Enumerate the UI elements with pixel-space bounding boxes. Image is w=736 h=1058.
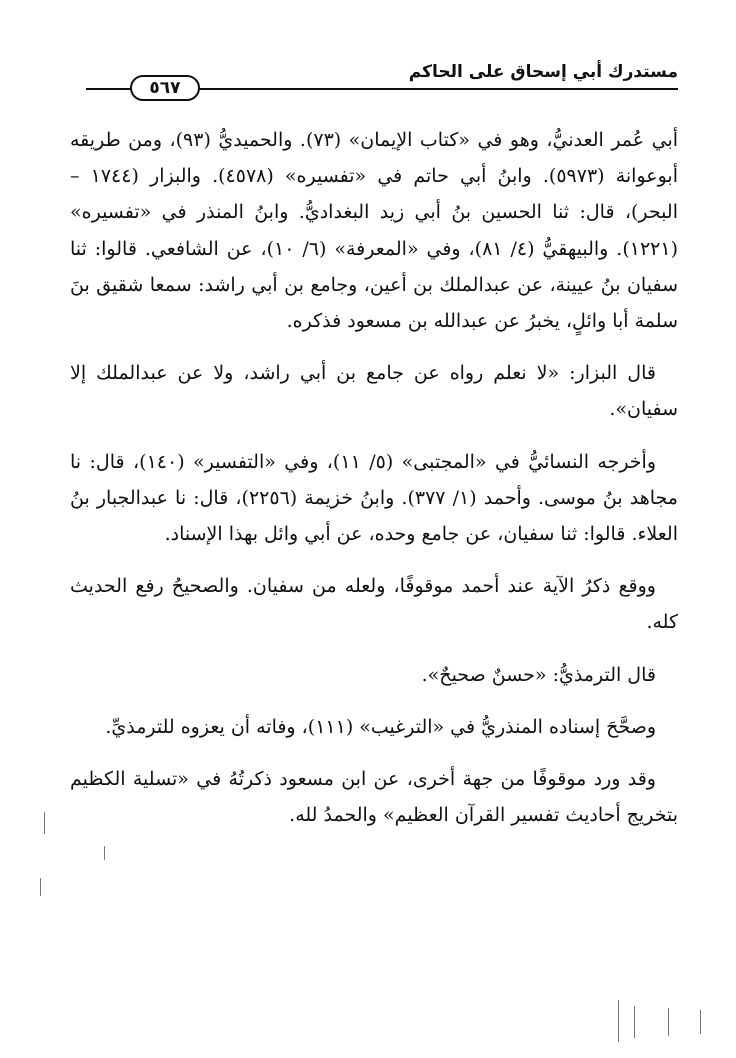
scan-margin-mark	[668, 1008, 669, 1036]
paragraph-tirmidhi: قال الترمذيُّ: «حسنٌ صحيحٌ».	[421, 663, 656, 686]
scan-margin-mark	[700, 1010, 701, 1034]
paragraph-bazzar: قال البزار: «لا نعلم رواه عن جامع بن أبي راشد، ولا عن عبدالملك إلا سفيان».	[70, 362, 678, 421]
scan-margin-mark	[104, 846, 105, 860]
scan-margin-mark	[618, 1000, 619, 1042]
scan-margin-mark	[634, 1006, 635, 1038]
paragraph-takhrij: أبي عُمر العدنيُّ، وهو في «كتاب الإيمان» (٧٣). والحميديُّ (٩٣)، ومن طريقه أبوعوانة (٥٩٧٣). وابنُ أبي حاتم في «تفسيره» (٤٥٧٨). والبزار (١٧٤٤ – البحر)، قال: ثنا الحسين بنُ أبي زيد البغداديُّ. وابنُ المنذر في «تفسيره» (١٢٢١). والبيهقيُّ (٤/ ٨١)، وفي «المعرفة» (٦/ ١٠)، عن الشافعي. قالوا: ثنا سفيان بنُ عيينة، عن عبدالملك بن أعين، وجامع بن أبي راشد: سمعا شقيق بنَ سلمة أبا وائلٍ، يخبرُ عن عبدالله بن مسعود فذكره.	[70, 129, 679, 333]
page-number: ٥٦٧	[130, 75, 200, 101]
page-header	[86, 58, 678, 104]
paragraph-tasliya: وقد ورد موقوفًا من جهة أخرى، عن ابن مسعود ذكرتُهُ في «تسلية الكظيم بتخريج أحاديث تفسير القرآن العظيم» والحمدُ لله.	[70, 768, 678, 827]
scan-margin-mark	[44, 812, 45, 834]
page-body	[70, 122, 678, 849]
book-title: مستدرك أبي إسحاق على الحاكم	[408, 62, 678, 82]
scan-margin-mark	[40, 878, 41, 896]
paragraph-mawquf: ووقع ذكرُ الآية عند أحمد موقوفًا، ولعله من سفيان. والصحيحُ رفع الحديث كله.	[70, 575, 678, 634]
paragraph-mundhiri: وصحَّحَ إسناده المنذريُّ في «الترغيب» (١١١)، وفاته أن يعزوه للترمذيِّ.	[105, 715, 656, 738]
paragraph-nasai: وأخرجه النسائيُّ في «المجتبى» (٥/ ١١)، وفي «التفسير» (١٤٠)، قال: نا مجاهد بنُ موسى. وأحمد (١/ ٣٧٧). وابنُ خزيمة (٢٢٥٦)، قال: نا عبدالجبار بنُ العلاء. قالوا: ثنا سفيان، عن جامع وحده، عن أبي وائل بهذا الإسناد.	[70, 450, 678, 546]
